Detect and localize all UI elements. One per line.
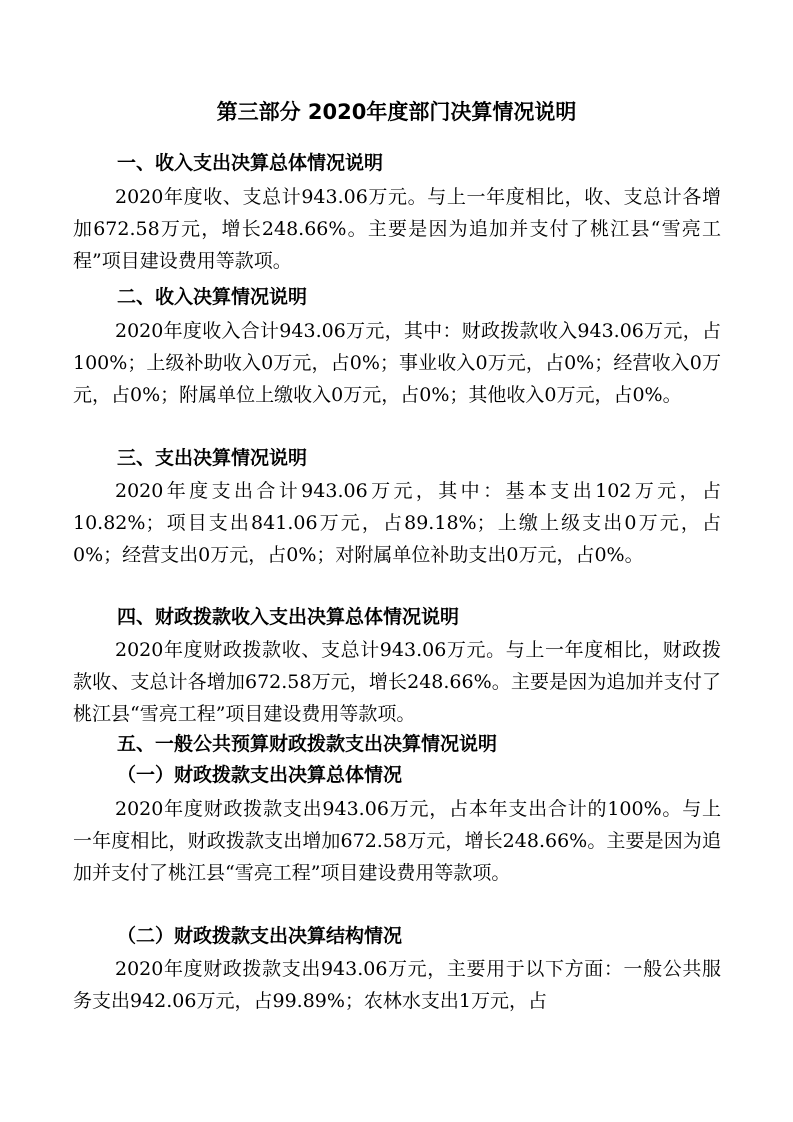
subsection-heading-1: （一）财政拨款支出决算总体情况	[117, 764, 403, 786]
section-paragraph-3: 2020年度支出合计943.06万元，其中：基本支出102万元，占10.82%；项目支出841.06万元，占89.18%；上缴上级支出0万元，占0%；经营支出0万元，占0%；对附属单位补助支出0万元，占0%。	[73, 480, 721, 567]
section-heading-5: 五、一般公共预算财政拨款支出决算情况说明	[117, 733, 498, 755]
page-title: 第三部分 2020年度部门决算情况说明	[216, 100, 577, 124]
subsection-paragraph-2: 2020年度财政拨款支出943.06万元，主要用于以下方面：一般公共服务支出942.06万元，占99.89%；农林水支出1万元，占	[73, 958, 721, 1013]
section-heading-2: 二、收入决算情况说明	[117, 286, 308, 308]
subsection-paragraph-1: 2020年度财政拨款支出943.06万元，占本年支出合计的100%。与上一年度相比，财政拨款支出增加672.58万元，增长248.66%。主要是因为追加并支付了桃江县“雪亮工程”项目建设费用等款项。	[73, 798, 721, 885]
section-paragraph-2: 2020年度收入合计943.06万元，其中：财政拨款收入943.06万元，占100%；上级补助收入0万元，占0%；事业收入0万元，占0%；经营收入0万元，占0%；附属单位上缴收入0万元，占0%；其他收入0万元，占0%。	[73, 320, 721, 407]
section-heading-1: 一、收入支出决算总体情况说明	[117, 152, 384, 174]
subsection-heading-2: （二）财政拨款支出决算结构情况	[117, 925, 403, 947]
section-paragraph-4: 2020年度财政拨款收、支总计943.06万元。与上一年度相比，财政拨款收、支总计各增加672.58万元，增长248.66%。主要是因为追加并支付了桃江县“雪亮工程”项目建设费用等款项。	[73, 639, 721, 726]
section-paragraph-1: 2020年度收、支总计943.06万元。与上一年度相比，收、支总计各增加672.58万元，增长248.66%。主要是因为追加并支付了桃江县“雪亮工程”项目建设费用等款项。	[73, 186, 721, 273]
section-heading-4: 四、财政拨款收入支出决算总体情况说明	[117, 606, 460, 628]
section-heading-3: 三、支出决算情况说明	[117, 447, 308, 469]
